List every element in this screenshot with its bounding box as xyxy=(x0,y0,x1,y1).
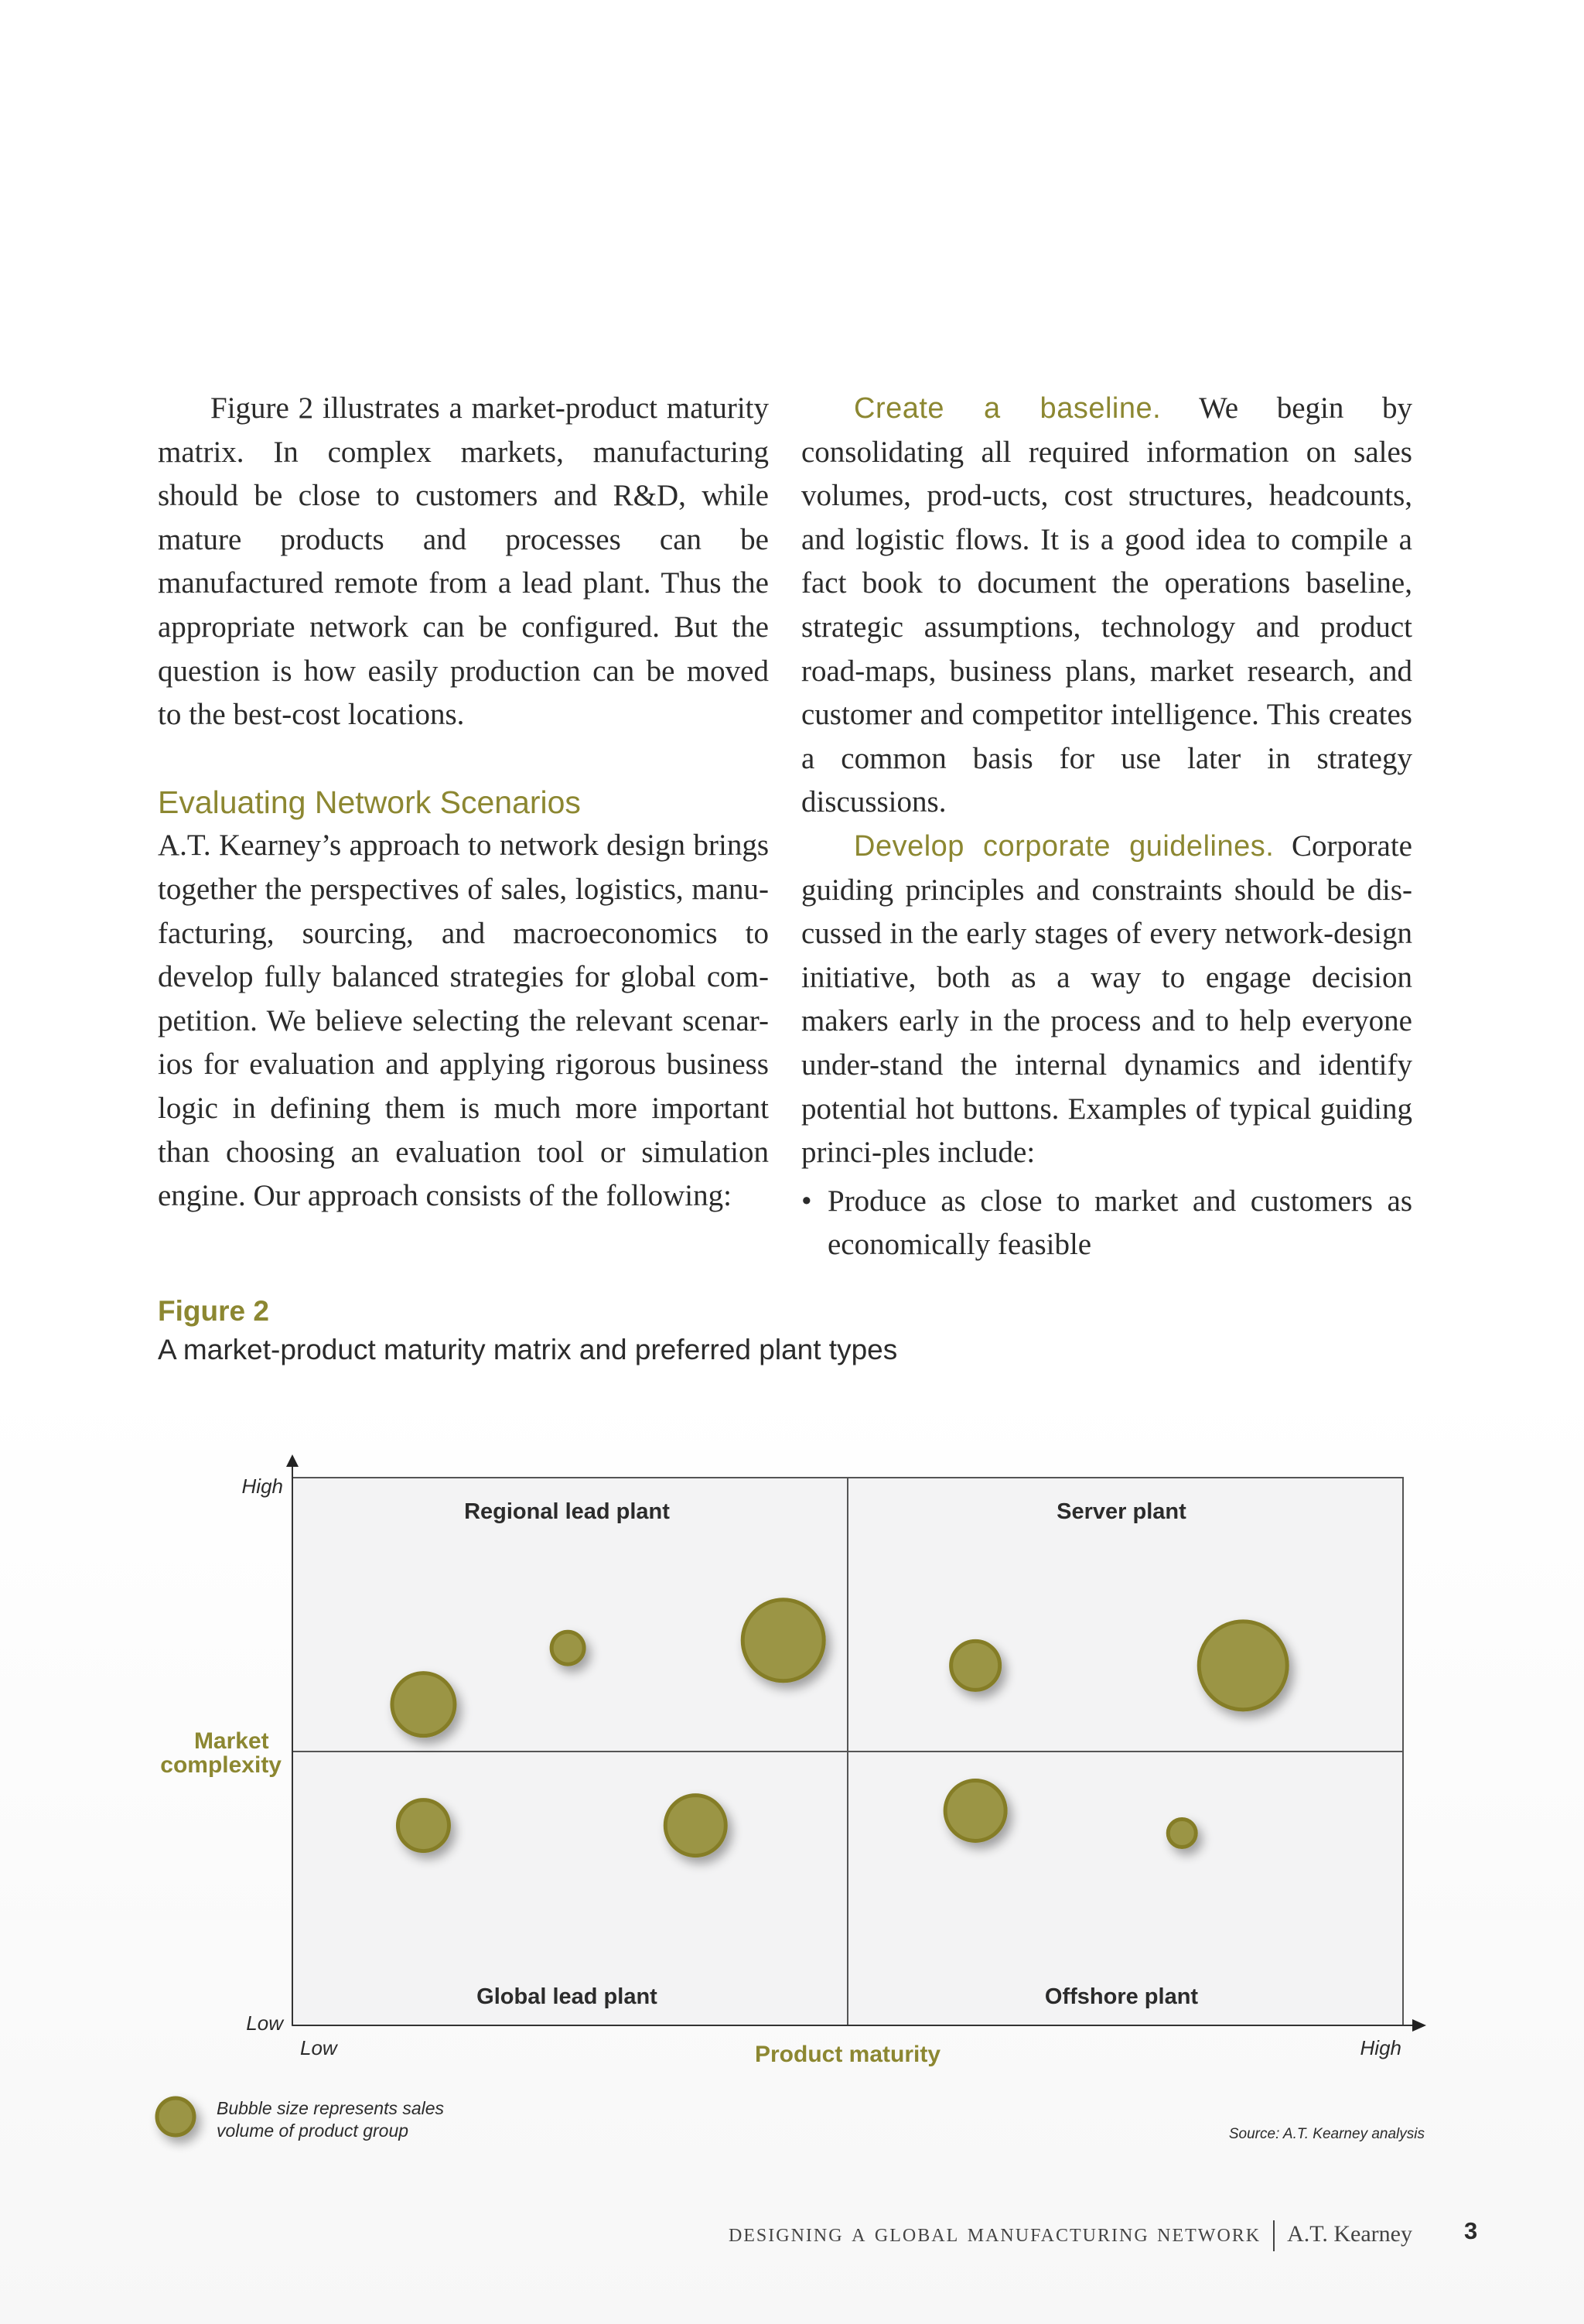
guidelines-text: Corporate guiding principles and constraints should be dis-cussed in the early stages of every network-design initiative, both as a way to engage decision makers early in the process and to help everyone under-stand the internal dynamics and identify potential hot buttons. Examples of typical guiding princi-ples include: xyxy=(801,829,1412,1170)
y-axis-title-line: complexity xyxy=(160,1752,282,1778)
legend-text-line: Bubble size represents sales xyxy=(217,2098,445,2118)
quadrant-label: Server plant xyxy=(1057,1499,1186,1524)
source-note: Source: A.T. Kearney analysis xyxy=(1228,2126,1425,2142)
footer-divider xyxy=(1273,2220,1275,2251)
bubble xyxy=(945,1780,1005,1840)
legend-bubble-icon xyxy=(157,2098,194,2135)
footer-brand: A.T. Kearney xyxy=(1287,2221,1412,2247)
list-item: • Produce as close to market and customers as economically feasible xyxy=(801,1180,1412,1267)
y-axis-title-line: Market xyxy=(193,1728,269,1754)
quadrant-label: Global lead plant xyxy=(476,1984,657,2009)
footer-title: designing a global manufacturing network xyxy=(728,2219,1261,2247)
bubble xyxy=(742,1600,824,1681)
quadrant-label: Offshore plant xyxy=(1044,1984,1199,2009)
running-footer xyxy=(729,2219,1412,2251)
bubble xyxy=(392,1673,455,1736)
bubble xyxy=(951,1641,1000,1690)
x-tick-label: High xyxy=(1360,2036,1401,2059)
bubble xyxy=(665,1796,725,1856)
bubble xyxy=(551,1632,584,1664)
y-tick-label: High xyxy=(241,1475,283,1498)
y-tick-label: Low xyxy=(246,2011,283,2035)
bubble xyxy=(1199,1622,1287,1710)
baseline-lead: Create a baseline. xyxy=(854,392,1162,425)
figure-label: Figure 2 xyxy=(158,1295,269,1327)
x-axis-title: Product maturity xyxy=(754,2042,941,2067)
section-heading: Evaluating Network Scenarios xyxy=(158,784,581,820)
bubble xyxy=(398,1800,449,1851)
figure-caption: A market-product maturity matrix and preferred plant types xyxy=(158,1334,898,1365)
x-tick-label: Low xyxy=(300,2036,337,2059)
bubble xyxy=(1168,1819,1196,1847)
guidelines-lead: Develop corporate guidelines. xyxy=(854,829,1275,863)
quadrant-label: Regional lead plant xyxy=(464,1499,670,1524)
quadrants xyxy=(292,1478,1403,2025)
baseline-text: We begin by consolidating all required information on sales volumes, prod-ucts, cost structures, headcounts, and logistic flows. It is a good idea to compile a fact book to document the operations baseline, strategic assumptions, technology and product road-maps, business plans, market research, and customer and competitor intelligence. This creates a common basis for use later in strategy discussions. xyxy=(801,391,1412,819)
page-number: 3 xyxy=(1464,2217,1478,2244)
intro-paragraph: Figure 2 illustrates a market-product maturity matrix. In complex markets, manufacturing should be close to customers and R&D, while mature products and processes can be manufactured remote from a lead plant. Thus the appropriate network can be configured. But the question is how easily production can be moved to the best-cost locations. xyxy=(158,391,769,732)
legend-text-line: volume of product group xyxy=(217,2121,409,2141)
section-paragraph: A.T. Kearney’s approach to network design brings together the perspectives of sales, logistics, manu-facturing, sourcing, and macroeconomics to develop fully balanced strategies for global com-petition. We believe selecting the relevant scenar-ios for evaluation and applying rigorous business logic in defining them is much more important than choosing an evaluation tool or simulation engine. Our approach consists of the following: xyxy=(158,829,769,1213)
